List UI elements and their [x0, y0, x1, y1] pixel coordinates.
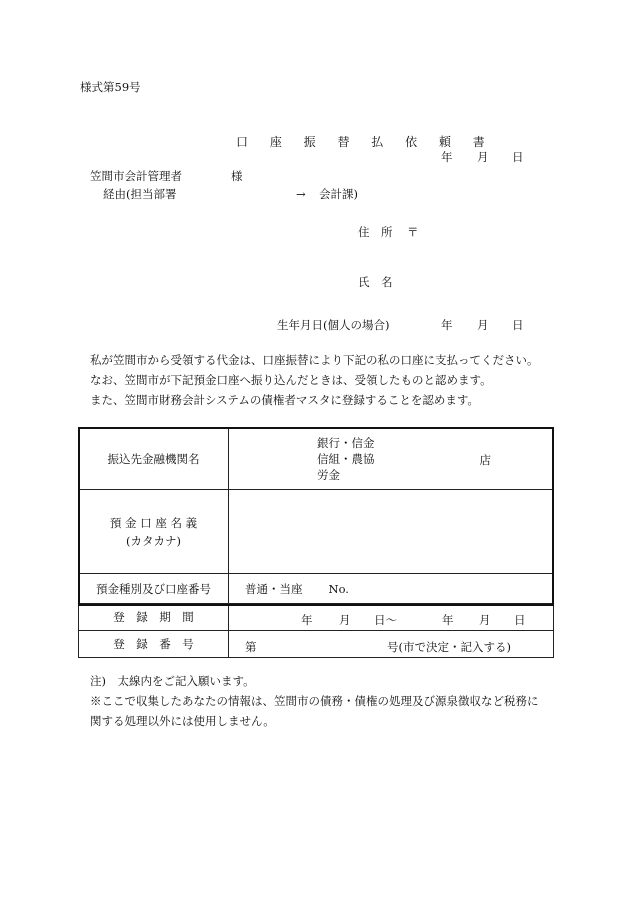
period-cell	[229, 604, 554, 631]
honorific: 様	[231, 169, 243, 183]
account-type-label: 預金種別及び口座番号	[79, 574, 229, 604]
via-destination: 会計課)	[319, 187, 358, 201]
period-label: 登 録 期 間	[79, 604, 229, 631]
date-month: 月	[477, 150, 489, 164]
branch-label: 店	[479, 453, 491, 467]
period-month-1: 月	[339, 613, 351, 627]
account-no-label: No.	[328, 581, 349, 596]
account-type-input[interactable]	[229, 574, 554, 604]
postal-mark: 〒	[407, 225, 419, 239]
regno-cell	[229, 631, 554, 658]
page-title: 口 座 振 替 払 依 頼 書	[236, 135, 494, 149]
addressee: 笠間市会計管理者	[90, 169, 182, 183]
bank-type-3: 労金	[317, 467, 340, 482]
date-year: 年	[441, 150, 453, 164]
period-month-2: 月	[479, 613, 491, 627]
via-arrow: →	[296, 187, 306, 201]
regno-row	[79, 631, 554, 658]
period-day-2: 日	[514, 613, 526, 627]
account-type-value: 普通・当座	[245, 581, 303, 596]
period-row	[79, 604, 554, 631]
period-year-2: 年	[442, 613, 454, 627]
account-name-input[interactable]	[229, 490, 554, 574]
bank-row	[79, 428, 554, 490]
account-form-table	[78, 427, 554, 658]
period-day-1: 日〜	[374, 613, 397, 627]
account-name-sub: (カタカナ)	[126, 533, 181, 548]
birthdate-month: 月	[477, 318, 489, 332]
account-name-label-cell	[79, 490, 229, 574]
account-name-row	[79, 490, 554, 574]
birthdate-label: 生年月日(個人の場合)	[277, 318, 390, 332]
bank-label: 振込先金融機関名	[79, 428, 229, 490]
bank-input-cell[interactable]	[229, 428, 554, 490]
body-line-1: 私が笠間市から受領する代金は、口座振替により下記の私の口座に支払ってください。	[90, 353, 539, 367]
birthdate-year: 年	[441, 318, 453, 332]
regno-suffix: 号(市で決定・記入する)	[387, 640, 511, 654]
body-line-3: また、笠間市財務会計システムの債権者マスタに登録することを認めます。	[90, 393, 479, 407]
name-label: 氏 名	[358, 275, 393, 289]
note-3: 関する処理以外には使用しません。	[90, 714, 275, 728]
period-year-1: 年	[301, 613, 313, 627]
regno-prefix: 第	[245, 640, 257, 654]
body-line-2: なお、笠間市が下記預金口座へ振り込んだときは、受領したものと認めます。	[90, 373, 492, 387]
bank-type-1: 銀行・信金	[317, 435, 375, 450]
date-day: 日	[512, 150, 524, 164]
account-name-label: 預 金 口 座 名 義	[109, 515, 198, 530]
via-department: 経由(担当部署	[103, 187, 177, 201]
account-type-row	[79, 574, 554, 604]
regno-label: 登 録 番 号	[79, 631, 229, 658]
birthdate-day: 日	[512, 318, 524, 332]
note-1: 注) 太線内をご記入願います。	[90, 674, 255, 688]
form-number: 様式第59号	[80, 80, 141, 94]
note-2: ※ここで収集したあなたの情報は、笠間市の債務・債権の処理及び源泉徴収など税務に	[90, 694, 539, 708]
address-label: 住 所	[358, 225, 393, 239]
bank-type-2: 信組・農協	[317, 451, 375, 466]
